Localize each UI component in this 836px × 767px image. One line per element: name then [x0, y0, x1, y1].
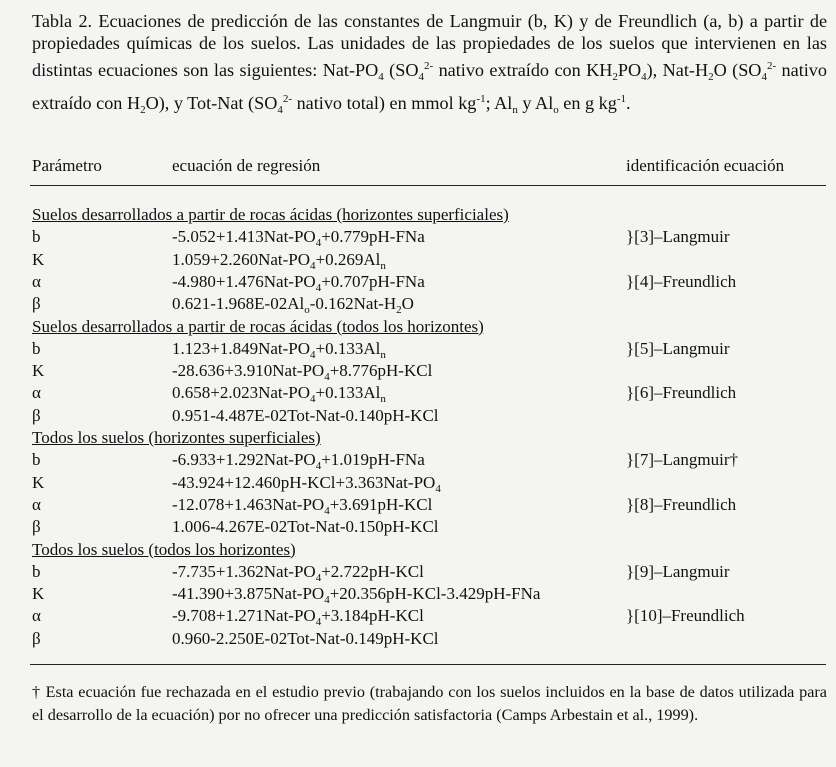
equation-cell: $1.123+1.849Nat-PO_4+0.133Al_n$	[172, 338, 386, 361]
equation-cell: 1.006-4.267E-02Tot-Nat-0.150pH-KCl	[172, 517, 439, 537]
parameter-cell: K	[32, 472, 45, 492]
parameter-cell: α	[32, 271, 41, 291]
table-row	[0, 583, 836, 605]
table-row	[0, 271, 836, 293]
table-row	[0, 382, 836, 404]
parameter-cell: α	[32, 494, 41, 514]
equation-cell: $-4.980+1.476Nat-PO_4+0.707pH$-FNa	[172, 271, 425, 294]
section-title-row	[0, 539, 836, 561]
section-title-row	[0, 316, 836, 338]
equation-cell: $-43.924+12.460pH-KCl+3.363Nat-PO_4$	[172, 472, 441, 495]
parameter-cell: K	[32, 584, 45, 604]
parameter-cell: b	[32, 227, 41, 247]
equation-cell: $1.059+2.260Nat-PO_4+0.269Al_n$	[172, 249, 386, 272]
parameter-cell: β	[32, 294, 41, 314]
table-row	[0, 293, 836, 315]
table-row	[0, 561, 836, 583]
equation-cell: $-12.078+1.463Nat-PO_4+3.691pH$-KCl	[172, 494, 433, 517]
header-identificacion: identificación ecuación	[626, 156, 785, 175]
equation-cell: $-9.708+1.271Nat-PO_4+3.184pH$-KCl	[172, 606, 424, 629]
parameter-cell: α	[32, 606, 41, 626]
equation-cell: $0.621-1.968E-02Al_o-0.162Nat-H_2O$	[172, 294, 414, 317]
equation-cell: 0.951-4.487E-02Tot-Nat-0.140pH-KCl	[172, 405, 439, 425]
parameter-cell: K	[32, 249, 45, 269]
equation-cell: $-7.735+1.362Nat-PO_4+2.722pH$-KCl	[172, 561, 424, 584]
parameter-cell: K	[32, 361, 45, 381]
section-title: Suelos desarrollados a partir de rocas ácidas (todos los horizontes)	[32, 316, 484, 336]
table-row	[0, 405, 836, 427]
parameter-cell: β	[32, 517, 41, 537]
identification-cell: }[10]–Freundlich	[626, 606, 745, 626]
equation-cell: $-41.390+3.875Nat-PO_4+20.356pH-KCl-3.429pH$-FNa	[172, 584, 541, 607]
equation-cell: $0.658+2.023Nat-PO_4+0.133Al_n$	[172, 383, 386, 406]
parameter-cell: β	[32, 628, 41, 648]
parameter-cell: b	[32, 561, 41, 581]
equation-cell: $-5.052+1.413Nat-PO_4+0.779pH$-FNa	[172, 227, 425, 250]
identification-cell: }[9]–Langmuir	[626, 561, 730, 581]
header-parametro: Parámetro	[32, 156, 102, 175]
header-rule	[30, 185, 826, 186]
table-row	[0, 226, 836, 248]
section-title: Suelos desarrollados a partir de rocas ácidas (horizontes superficiales)	[32, 205, 509, 224]
table-row	[0, 338, 836, 360]
equation-cell: $-28.636+3.910Nat-PO_4+8.776pH$-KCl	[172, 361, 433, 384]
table-row	[0, 249, 836, 271]
table-row	[0, 360, 836, 382]
identification-cell: }[4]–Freundlich	[626, 271, 737, 291]
parameter-cell: α	[32, 383, 41, 403]
table-row	[0, 516, 836, 538]
table-row	[0, 605, 836, 627]
bottom-rule	[30, 664, 826, 665]
header-ecuacion: ecuación de regresión	[172, 156, 321, 175]
table-row	[0, 628, 836, 650]
section-title-row	[0, 427, 836, 449]
identification-cell: }[7]–Langmuir†	[626, 450, 739, 470]
identification-cell: }[6]–Freundlich	[626, 383, 737, 403]
parameter-cell: b	[32, 338, 41, 358]
equation-cell: $-6.933+1.292Nat-PO_4+1.019pH$-FNa	[172, 450, 425, 473]
identification-cell: }[8]–Freundlich	[626, 494, 737, 514]
section-title-row	[0, 204, 836, 226]
caption-line: a partir de propiedades químicas de los suelos. Las unidades de las propiedades de los suelos	[32, 11, 828, 54]
table-row	[0, 472, 836, 494]
table-row	[0, 449, 836, 471]
footnote: † Esta ecuación fue rechazada en el estudio previo (trabajando con los suelos incluidos en la base de datos utilizada para el desarrollo de la ecuación) por no ofrecer una predicción satisfactoria (Camps Arbestain et al., 1999).	[32, 683, 827, 724]
parameter-cell: β	[32, 405, 41, 425]
section-title: Todos los suelos (horizontes superficiales)	[32, 428, 321, 447]
parameter-cell: b	[32, 450, 41, 470]
equation-cell: 0.960-2.250E-02Tot-Nat-0.149pH-KCl	[172, 628, 439, 648]
table-caption: Tabla 2. Ecuaciones de predicción de las constantes de Langmuir (b, K) y de Freundlich (a, b) a partir de propiedades químicas de los suelos. Las unidades de las propiedades de los suelos que intervienen en las distintas ecuaciones son las siguientes: Nat-$PO_4$ ($SO_4^{2-}$ nativo extraído con $KH_2PO_4$), Nat-$H_2O$ ($SO_4^{2-}$ nativo extraído con $H_2O$), y Tot-Nat ($SO_4^{2-}$ nativo total) en mmol $kg^{-1}$; $Al_n$ y $Al_o$ en g $kg^{-1}$.	[32, 11, 828, 116]
identification-cell: }[5]–Langmuir	[626, 338, 730, 358]
table-row	[0, 494, 836, 516]
section-title: Todos los suelos (todos los horizontes)	[32, 539, 296, 559]
identification-cell: }[3]–Langmuir	[626, 227, 730, 247]
caption-line: Tabla 2. Ecuaciones de predicción de las constantes de Langmuir (b, K) y de Freundlich (a, b)	[32, 11, 744, 31]
